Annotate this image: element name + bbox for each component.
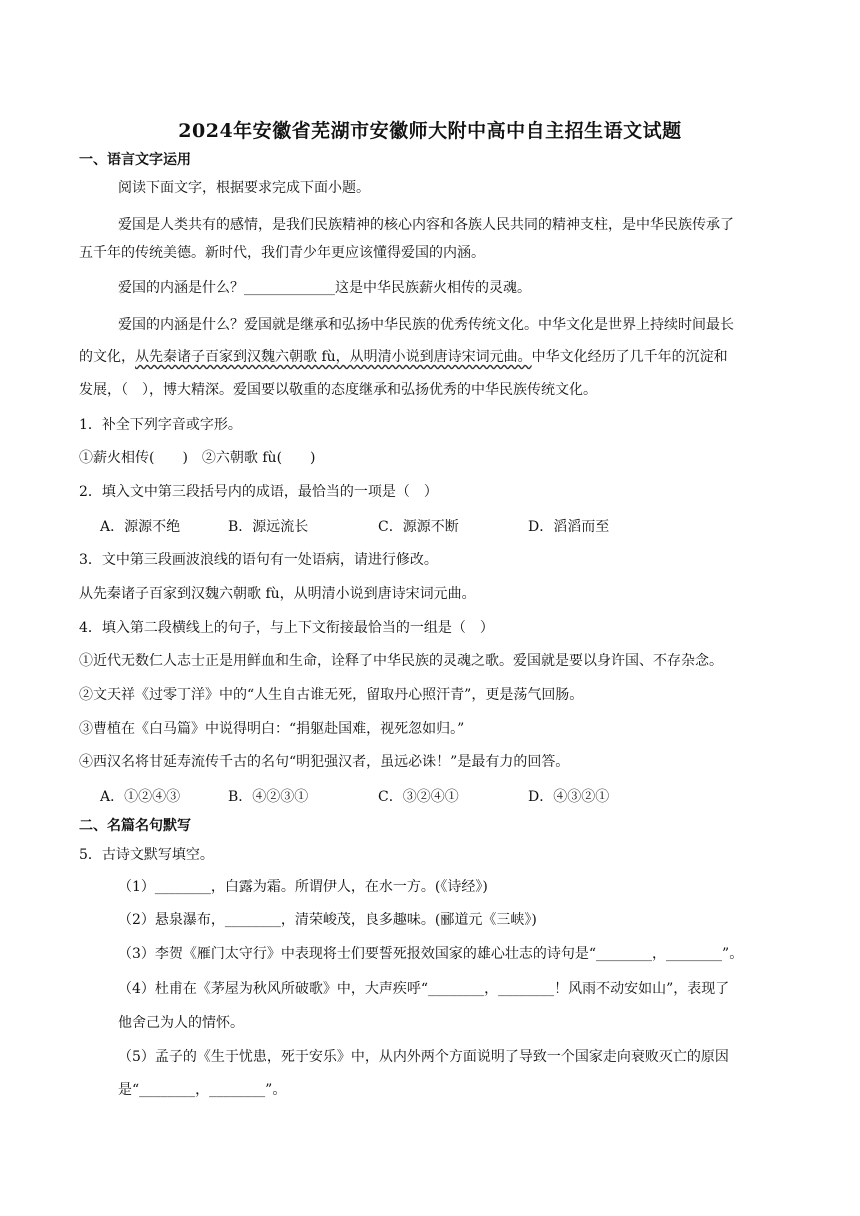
question-2: 2．填入文中第三段括号内的成语，最恰当的一项是（ ） bbox=[79, 484, 438, 500]
question-4: 4．填入第二段横线上的句子，与上下文衔接最恰当的一组是（ ） bbox=[79, 620, 494, 636]
section-heading-1: 一、语言文字运用 bbox=[79, 152, 191, 168]
q2-option-a: A．源源不绝 bbox=[100, 519, 181, 535]
q2-option-d: D．滔滔而至 bbox=[528, 519, 610, 535]
q5-item-5-continued: 是“________，________”。 bbox=[118, 1082, 287, 1098]
paragraph-3-text-a: 的文化， bbox=[79, 349, 135, 365]
question-1: 1．补全下列字音或字形。 bbox=[79, 417, 242, 433]
q5-item-4-continued: 他舍己为人的情怀。 bbox=[118, 1015, 244, 1031]
q4-option-b: B．④②③① bbox=[228, 789, 309, 805]
paragraph-1-line-2: 五千年的传统美德。新时代，我们青少年更应该懂得爱国的内涵。 bbox=[79, 245, 485, 261]
q5-item-2: （2）悬泉瀑布，________，清荣峻茂，良多趣味。(郦道元《三峡》) bbox=[118, 912, 537, 928]
section-heading-2: 二、名篇名句默写 bbox=[79, 818, 191, 834]
paragraph-2: 爱国的内涵是什么？_____________这是中华民族薪火相传的灵魂。 bbox=[118, 280, 531, 296]
question-3: 3．文中第三段画波浪线的语句有一处语病，请进行修改。 bbox=[79, 552, 438, 568]
q4-option-a: A．①②④③ bbox=[100, 789, 181, 805]
paragraph-3-text-b: 中华文化经历了几千年的沉淀和 bbox=[531, 349, 728, 365]
reading-intro: 阅读下面文字，根据要求完成下面小题。 bbox=[118, 180, 370, 196]
paragraph-3-line-2 bbox=[79, 347, 728, 367]
q5-item-3: （3）李贺《雁门太守行》中表现将士们要誓死报效国家的雄心壮志的诗句是“________，________”。 bbox=[118, 946, 744, 962]
paragraph-1-line-1: 爱国是人类共有的感情，是我们民族精神的核心内容和各族人民共同的精神支柱，是中华民族传承了 bbox=[118, 217, 734, 233]
page-title: 2024年安徽省芜湖市安徽师大附中高中自主招生语文试题 bbox=[178, 120, 682, 142]
question-5: 5．古诗文默写填空。 bbox=[79, 847, 214, 863]
paragraph-3-line-3: 发展，（ ），博大精深。爱国要以敬重的态度继承和弘扬优秀的中华民族传统文化。 bbox=[79, 382, 597, 398]
q2-option-c: C．源源不断 bbox=[378, 519, 459, 535]
q4-option-c: C．③②④① bbox=[378, 789, 459, 805]
q4-option-d: D．④③②① bbox=[528, 789, 610, 805]
q5-item-5: （5）孟子的《生于忧患，死于安乐》中，从内外两个方面说明了导致一个国家走向衰败灭亡的原因 bbox=[118, 1049, 729, 1065]
q5-item-1: （1）________，白露为霜。所谓伊人，在水一方。(《诗经》) bbox=[118, 879, 488, 895]
question-1-items: ①薪火相传( ) ②六朝歌 fù( ) bbox=[79, 450, 316, 466]
q2-option-b: B．源远流长 bbox=[228, 519, 309, 535]
q4-item-2: ②文天祥《过零丁洋》中的“人生自古谁无死，留取丹心照汗青”，更是荡气回肠。 bbox=[79, 687, 584, 703]
question-3-sentence: 从先秦诸子百家到汉魏六朝歌 fù，从明清小说到唐诗宋词元曲。 bbox=[79, 586, 476, 602]
q4-item-3: ③曹植在《白马篇》中说得明白：“捐躯赴国难，视死忽如归。” bbox=[79, 721, 465, 737]
q4-item-4: ④西汉名将甘延寿流传千古的名句“明犯强汉者，虽远必诛！”是最有力的回答。 bbox=[79, 754, 570, 770]
wavy-underlined-sentence: 从先秦诸子百家到汉魏六朝歌 fù，从明清小说到唐诗宋词元曲。 bbox=[135, 349, 532, 365]
paragraph-3-line-1: 爱国的内涵是什么？爱国就是继承和弘扬中华民族的优秀传统文化。中华文化是世界上持续时间最长 bbox=[118, 317, 734, 333]
q4-item-1: ①近代无数仁人志士正是用鲜血和生命，诠释了中华民族的灵魂之歌。爱国就是要以身许国、不存杂念。 bbox=[79, 653, 723, 669]
q5-item-4: （4）杜甫在《茅屋为秋风所破歌》中，大声疾呼“________，________！风雨不动安如山”，表现了 bbox=[118, 981, 730, 997]
